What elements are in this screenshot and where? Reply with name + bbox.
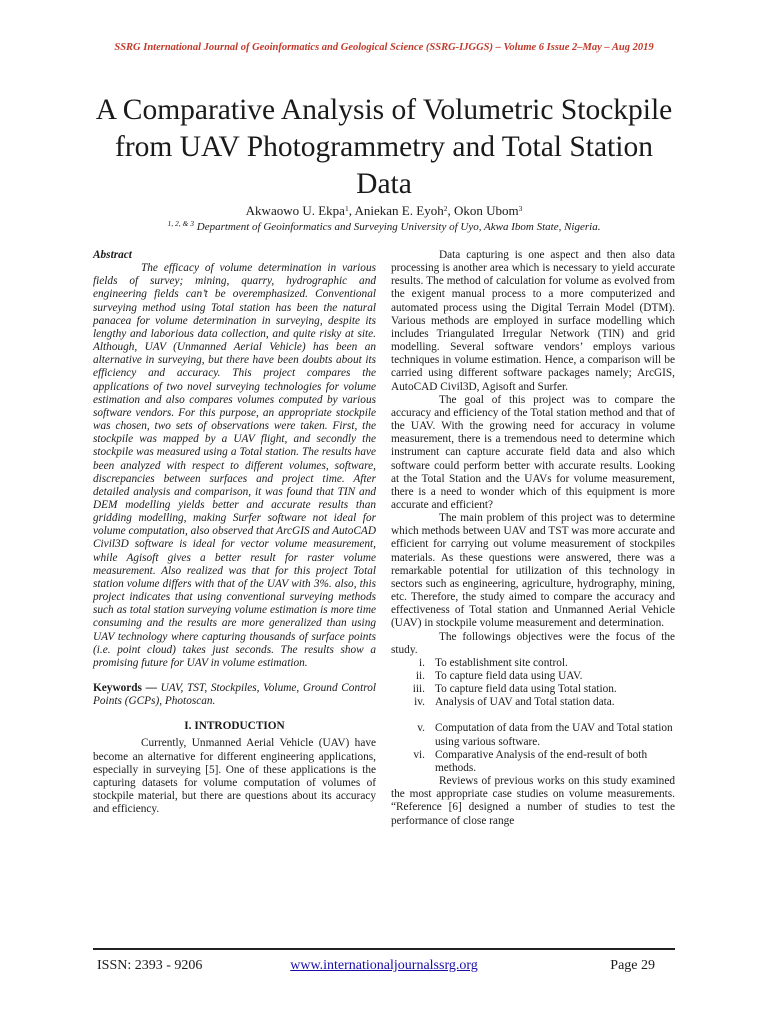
affiliation (60, 219, 708, 233)
list-number: iii. (412, 683, 425, 696)
author-sup: 2 (443, 204, 448, 213)
right-column (391, 249, 675, 828)
paper-title: A Comparative Analysis of Volumetric Stockpile from UAV Photogrammetry and Total Station Data (95, 94, 673, 200)
list-text: To capture field data using UAV. (435, 670, 583, 682)
list-item (391, 670, 675, 683)
intro-paragraph-1: Currently, Unmanned Aerial Vehicle (UAV) have become an alternative for different engineering applications, especially in surveying [5]. One of these applications is the capturing datasets for volume computation of volumes of stockpile material, but there are questions about its accuracy and efficiency. (93, 737, 376, 816)
keywords (93, 682, 376, 708)
intro-paragraph-6: Reviews of previous works on this study examined the most appropriate case studies on volume measurements. “Reference [6] designed a number of studies to test the performance of close range (391, 775, 675, 827)
intro-paragraph-2: Data capturing is one aspect and then also data processing is another area which is necessary to yield accurate results. The method of calculation for volume as evolved from the exigent manual process to a more computerized and automated process using the Digital Terrain Model (DTM). Various methods are employed in surface modelling which includes Triangulated Irregular Network (TIN) and grid modelling. Several software vendors’ employs various techniques in volume estimation. Hence, a comparison will be carried using different software packages namely; ArcGIS, AutoCAD Civil3D, Agisoft and Surfer. (391, 249, 675, 393)
footer-divider (93, 948, 675, 950)
author-sup: 3 (518, 204, 523, 213)
section-heading: I. INTRODUCTION (184, 720, 285, 733)
intro-paragraph-5: The followings objectives were the focus of the study. (391, 630, 675, 656)
list-text: Analysis of UAV and Total station data. (435, 696, 615, 709)
author-name: Okon Ubom (453, 203, 519, 218)
list-item (391, 683, 675, 696)
list-text: Comparative Analysis of the end-result of both methods. (435, 748, 648, 774)
footer-page-number: Page 29 (610, 958, 655, 973)
list-number: vi. (413, 748, 425, 761)
list-number: v. (417, 722, 425, 735)
list-item (391, 749, 675, 775)
intro-paragraph-4: The main problem of this project was to determine which methods between UAV and TST was more accurate and efficient for carrying out volume measurement of stockpiles materials. As these questions were answered, there was a remarkable potential for utilization of this technology in sectors such as engineering, agriculture, hydrography, mining, etc. Therefore, the study aimed to compare the accuracy and effectiveness of Total station and Unmanned Aerial Vehicle (UAV) in stockpile volume measurement and determination. (391, 512, 675, 630)
list-number: ii. (415, 670, 425, 682)
author-name: Aniekan E. Eyoh (354, 203, 444, 218)
affiliation-text: Department of Geoinformatics and Surveying University of Uyo, Akwa Ibom State, Nigeria. (196, 221, 601, 233)
keywords-label: Keywords — (93, 682, 157, 694)
list-number: i. (419, 656, 425, 669)
objectives-list (391, 657, 675, 775)
list-text: To capture field data using Total station. (435, 683, 617, 696)
list-text: Computation of data from the UAV and Total station using various software. (435, 722, 673, 748)
list-text: To establishment site control. (435, 656, 568, 669)
keywords-text: UAV, TST, Stockpiles, Volume, Ground Control Points (GCPs), Photoscan. (93, 682, 376, 708)
list-item (391, 722, 675, 748)
list-gap (391, 709, 675, 722)
abstract-label: Abstract (93, 249, 132, 261)
abstract-text: The efficacy of volume determination in various fields of survey; mining, quarry, hydrographic and engineering fields can’t be overemphasized. Conventional surveying method using Total station has been the natural panacea for volume determination in surveying, despite its lengthy and laborious data collection, and quite risky at site. Although, UAV (Unmanned Aerial Vehicle) has been an alternative in surveying, but there have been doubts about its efficiency and accuracy. This project compares the applications of two novel surveying technologies for volume estimation and also compares volumes computed by various software vendors. For this purpose, an appropriate stockpile was chosen, two sets of observations were taken. First, the stockpile was mapped by a UAV flight, and secondly the stockpile was measured using a Total station. The results have been analyzed with respect to different volumes, software, discrepancies between surfaces and project time. After detailed analysis and comparison, it was found that TIN and DEM modelling yields better and accurate results than gridding modelling, making Surfer software not ideal for volume computation, also observed that ArcGIS and AutoCAD Civil3D software is ideal for vector volume measurement, while Agisoft gives a better result for raster volume measurement. Also realized was that for this project Total station volume differs with that of the UAV with 3%. also, this project indicates that using conventional surveying methods such as total station surveying volume estimation is more time consuming and the results are more generalized than using UAV technology where capturing thousands of surface points (i.e. point cloud) takes just seconds. The results show a promising future for UAV in volume estimation. (93, 262, 376, 669)
affiliation-sup: 1, 2, & 3 (167, 219, 195, 228)
author-sup: 1 (344, 204, 349, 213)
footer-url-link[interactable]: www.internationaljournalssrg.org (290, 958, 478, 973)
left-column (93, 249, 376, 816)
abstract-heading (93, 249, 376, 262)
author-list: Akwaowo U. Ekpa$^1$, Aniekan E. Eyoh$^2$, Okon Ubom$^3$ (245, 203, 523, 218)
intro-paragraph-3: The goal of this project was to compare the accuracy and efficiency of the Total station method and that of the UAV. With the growing need for accuracy in volume measurement, there is a tremendous need to determine which instrument can capture accurate field data and also which software could perform better with accurate results. Looking at the Total Station and the UAVs for volume measurement, there is a need to wonder which of this equipment is more accurate and efficient? (391, 393, 675, 511)
list-item (391, 696, 675, 709)
list-item (391, 657, 675, 670)
footer-issn: ISSN: 2393 - 9206 (97, 958, 203, 973)
author-name: Akwaowo U. Ekpa (245, 203, 345, 218)
list-number: iv. (414, 696, 425, 709)
journal-header: SSRG International Journal of Geoinformatics and Geological Science (SSRG-IJGGS) – Volume 6 Issue 2–May – Aug 2019 (114, 42, 654, 53)
